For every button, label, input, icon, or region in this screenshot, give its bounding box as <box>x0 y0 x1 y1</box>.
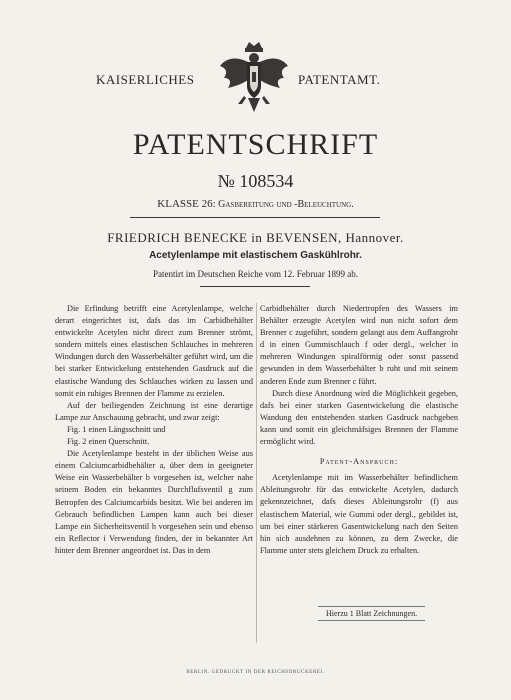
header-divider <box>130 217 380 218</box>
paragraph: Fig. 2 einen Querschnitt. <box>67 437 150 447</box>
patent-subject: Acetylenlampe mit elastischem Gaskühlrohr. <box>149 250 362 261</box>
paragraph: Durch diese Anordnung wird die Möglichkeit gegeben, dafs bei einer starken Gasentwickelung die elastische Wandung den entstehenden starken Gasdruck nachgeben kann und somit ein gleichmäfsiges Brennen der Flamme ermöglicht wird. <box>260 388 458 447</box>
paragraph: Auf der beiliegenden Zeichnung ist eine derartige Lampe zur Anschauung gebracht, und zwar zeigt: <box>55 400 253 422</box>
left-column <box>55 303 253 557</box>
paragraph: Carbidbehälter durch Niedertropfen des Wassers im Behälter erzeugte Acetylen wird nun nicht sofort dem Brenner c zugeführt, sondern gelangt aus dem Auffangrohr d in einen Gummischlauch f oder dergl., welcher in mehreren Windungen spiralförmig oder sonst passend gewunden in dem Wasserbehälter b ruht und mit seinem anderen Ende zum Brenner c führt. <box>260 304 458 386</box>
class-subject: Gasbereitung und -Beleuchtung. <box>218 199 354 210</box>
imperial-eagle-icon <box>218 40 290 118</box>
patent-number: № 108534 <box>217 171 294 191</box>
inventor-line: FRIEDRICH BENECKE in BEVENSEN, Hannover. <box>107 230 404 245</box>
document-title: PATENTSCHRIFT <box>132 128 379 161</box>
drawing-sheets-note: Hierzu 1 Blatt Zeichnungen. <box>318 606 425 621</box>
header-right-text: PATENTAMT. <box>298 72 381 87</box>
patent-date: Patentirt im Deutschen Reiche vom 12. Februar 1899 ab. <box>153 269 358 279</box>
printer-imprint: BERLIN. GEDRUCKT IN DER REICHSDRUCKEREI. <box>186 670 325 675</box>
paragraph: Die Acetylenlampe besteht in der üblichen Weise aus einem Calciumcarbidbehälter a, über dem in geeigneter Weise ein Wasserbehälter b vorgesehen ist, welcher nahe seinem Boden ein bekanntes Durchflufsventil g zum Betropfen des Calciumcarbids besitzt. Wie bei anderen im Gebrauch befindlichen Lampen kann auch bei dieser Lampe ein Sicherheitsventil h vorgesehen sein und ebenso ein Reflector i Verwendung finden, der in bekannter Art hinter dem Brenner angeordnet ist. Das in dem <box>55 449 253 555</box>
date-divider <box>200 286 310 287</box>
class-label: KLASSE 26: <box>157 198 216 210</box>
paragraph: Fig. 1 einen Längsschnitt und <box>67 424 166 434</box>
claim-heading: Patent-Anspruch: <box>319 457 399 467</box>
right-column <box>260 303 458 557</box>
header-left-text: KAISERLICHES <box>96 72 195 87</box>
claim-text: Acetylenlampe mit im Wasserbehälter befindlichem Ableitungsrohr für das entwickelte Acetylen, dadurch gekennzeichnet, dafs dieses Ableitungsrohr (f) aus elastischem Material, wie Gummi oder dergl., gebildet ist, um bei einer stärkeren Gasentwickelung nach den Seiten hin sich ausdehnen zu können, zu dem Zwecke, die Flamme unter stets gleichem Druck zu erhalten. <box>260 473 458 555</box>
paragraph: Die Erfindung betrifft eine Acetylenlampe, welche derart eingerichtet ist, dafs das im Carbidbehälter entwickelte Acetylen nicht direct zum Brenner strömt, sondern mittels eines elastischen Schlauches in mehreren Windungen durch den Wasserbehälter geführt wird, um die bei starker Entwickelung entstehenden Gasdruck auf die elastische Wandung des Schlauches wirken zu lassen und somit ein ruhiges Brennen der Flamme zu erzielen. <box>55 304 253 398</box>
column-divider <box>256 303 257 643</box>
patent-class <box>0 198 511 210</box>
